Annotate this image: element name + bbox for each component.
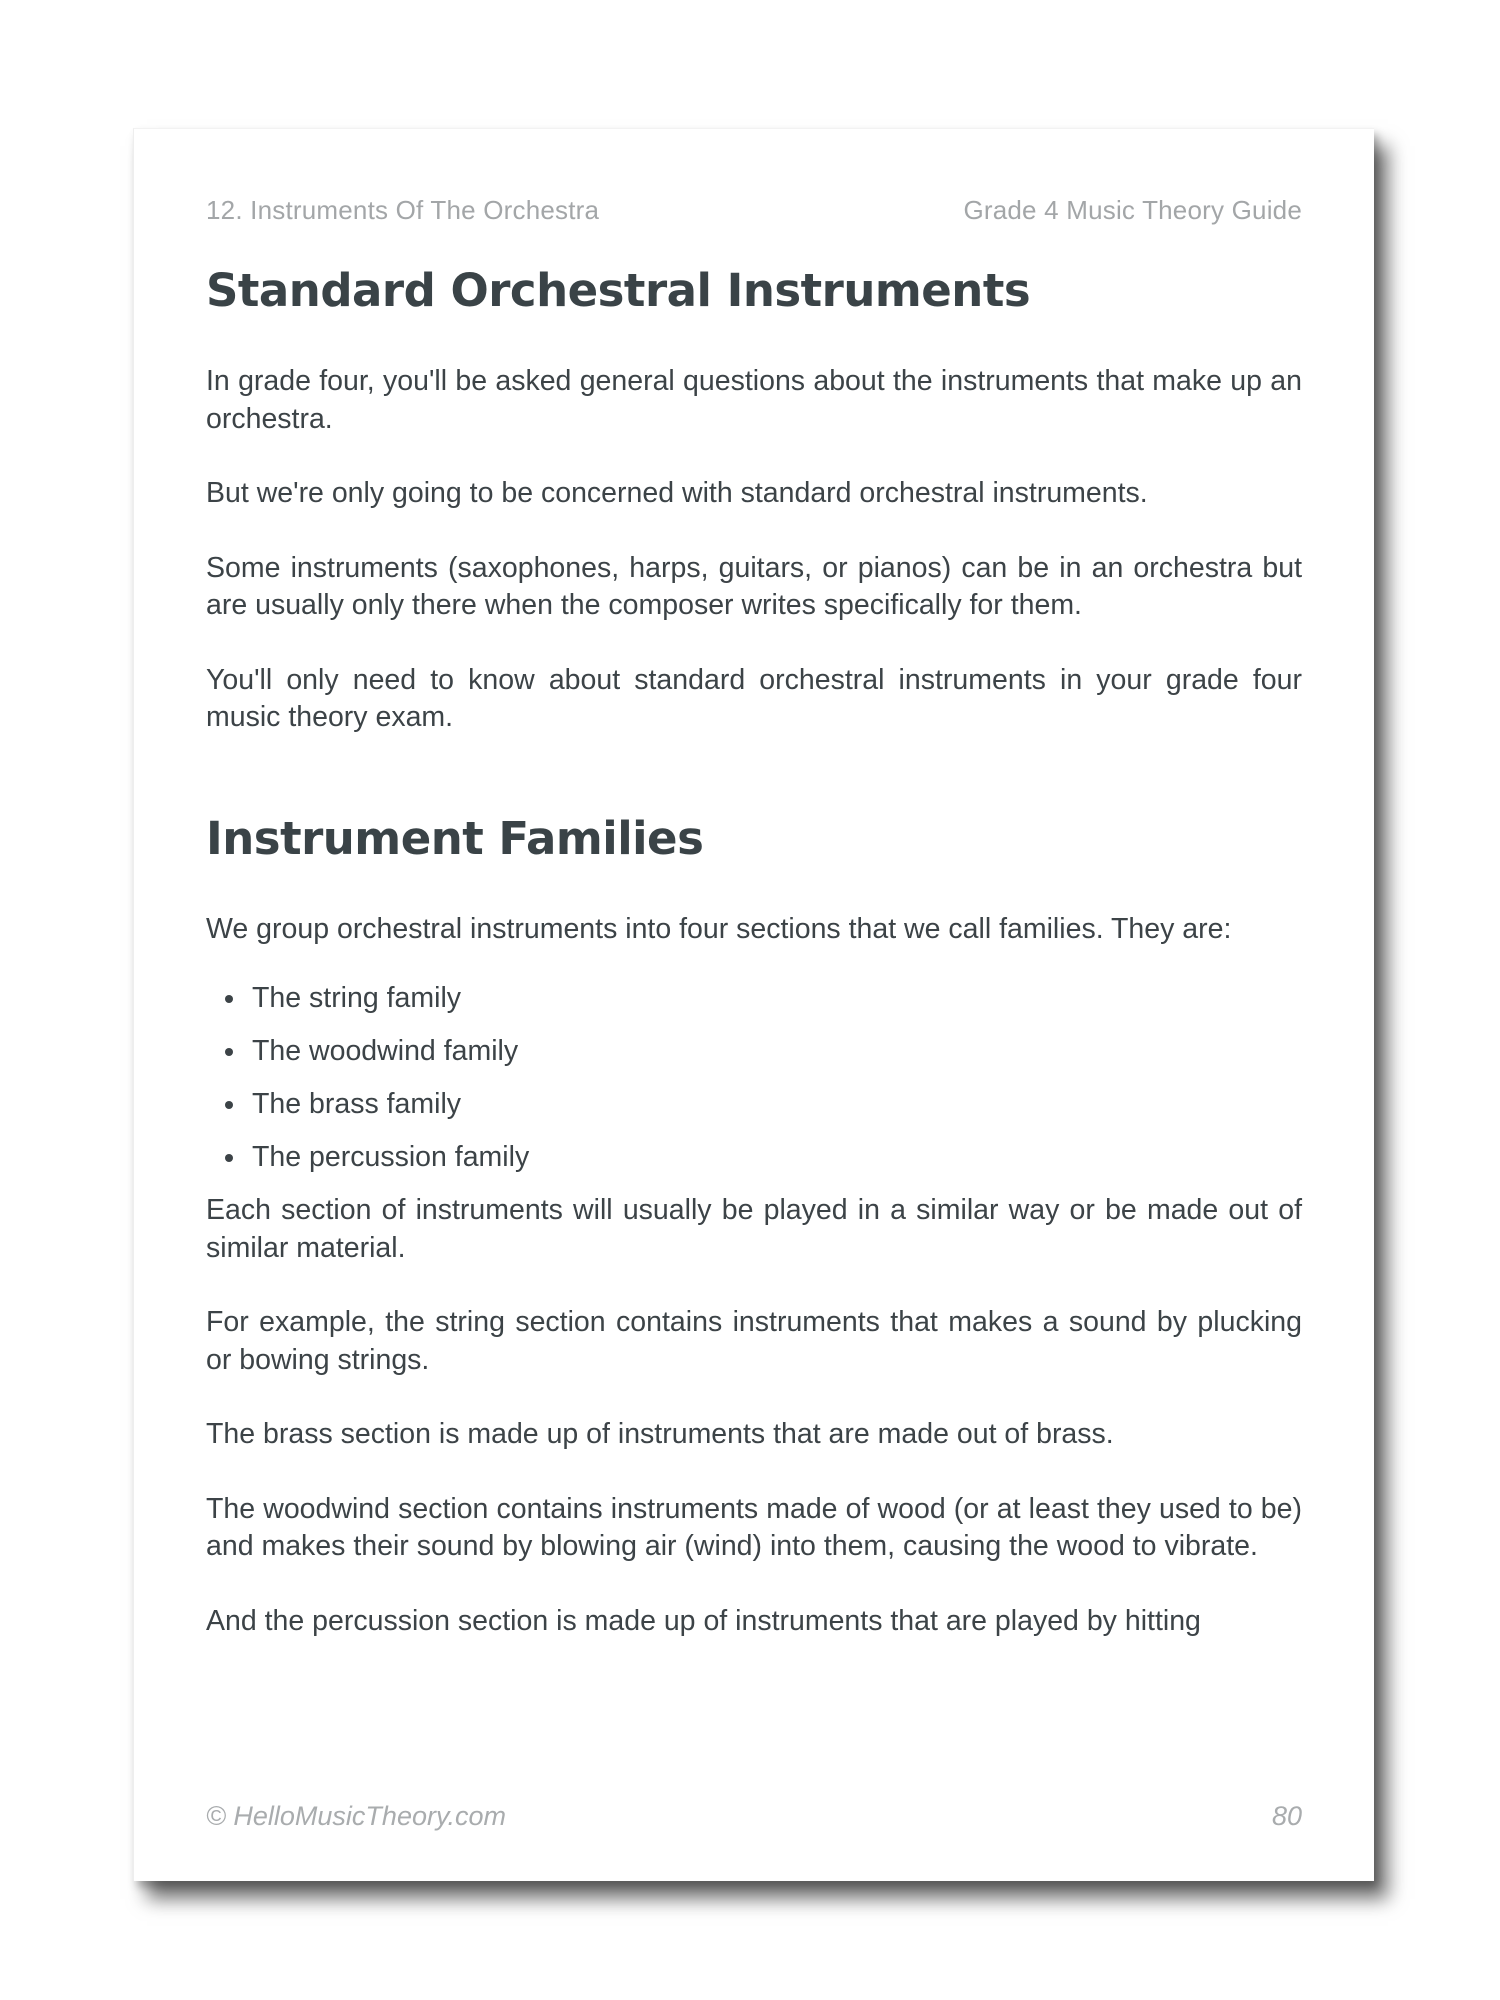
section-heading-instrument-families: Instrument Families bbox=[206, 811, 704, 865]
paragraph: We group orchestral instruments into four sections that we call families. They are: bbox=[206, 912, 1232, 945]
page-content bbox=[206, 261, 1302, 1640]
chapter-title: 12. Instruments Of The Orchestra bbox=[206, 195, 600, 225]
copyright-text: © HelloMusicTheory.com bbox=[206, 1801, 506, 1831]
bullet-icon bbox=[225, 995, 233, 1003]
bullet-icon bbox=[225, 1048, 233, 1056]
paragraph: The woodwind section contains instruments made of wood (or at least they used to be) and makes their sound by blowing air (wind) into them, causing the wood to vibrate. bbox=[206, 1492, 1302, 1562]
bullet-icon bbox=[225, 1101, 233, 1109]
section-heading-standard-instruments: Standard Orchestral Instruments bbox=[206, 264, 1031, 317]
paragraph: And the percussion section is made up of instruments that are played by hitting bbox=[206, 1604, 1201, 1637]
families-list bbox=[206, 980, 1302, 1176]
paragraph: But we're only going to be concerned with standard orchestral instruments. bbox=[206, 477, 1148, 509]
bullet-icon bbox=[225, 1154, 233, 1162]
book-page bbox=[133, 128, 1374, 1881]
paragraph: Each section of instruments will usually be played in a similar way or be made out of similar material. bbox=[206, 1194, 1302, 1264]
list-item: The woodwind family bbox=[252, 1033, 1302, 1070]
paragraph: In grade four, you'll be asked general questions about the instruments that make up an orchestra. bbox=[206, 365, 1302, 435]
paragraph: For example, the string section contains instruments that makes a sound by plucking or bowing strings. bbox=[206, 1306, 1302, 1376]
page-footer bbox=[206, 1801, 1302, 1832]
list-item: The string family bbox=[252, 980, 1302, 1017]
list-item: The brass family bbox=[252, 1086, 1302, 1123]
book-title: Grade 4 Music Theory Guide bbox=[963, 195, 1302, 225]
paragraph: The brass section is made up of instruments that are made out of brass. bbox=[206, 1418, 1114, 1450]
paragraph: Some instruments (saxophones, harps, guitars, or pianos) can be in an orchestra but are usually only there when the composer writes specifically for them. bbox=[206, 551, 1302, 621]
page-number: 80 bbox=[1271, 1801, 1302, 1831]
paragraph: You'll only need to know about standard orchestral instruments in your grade four music theory exam. bbox=[206, 663, 1302, 733]
list-item: The percussion family bbox=[252, 1139, 1302, 1176]
running-header bbox=[206, 195, 1302, 226]
